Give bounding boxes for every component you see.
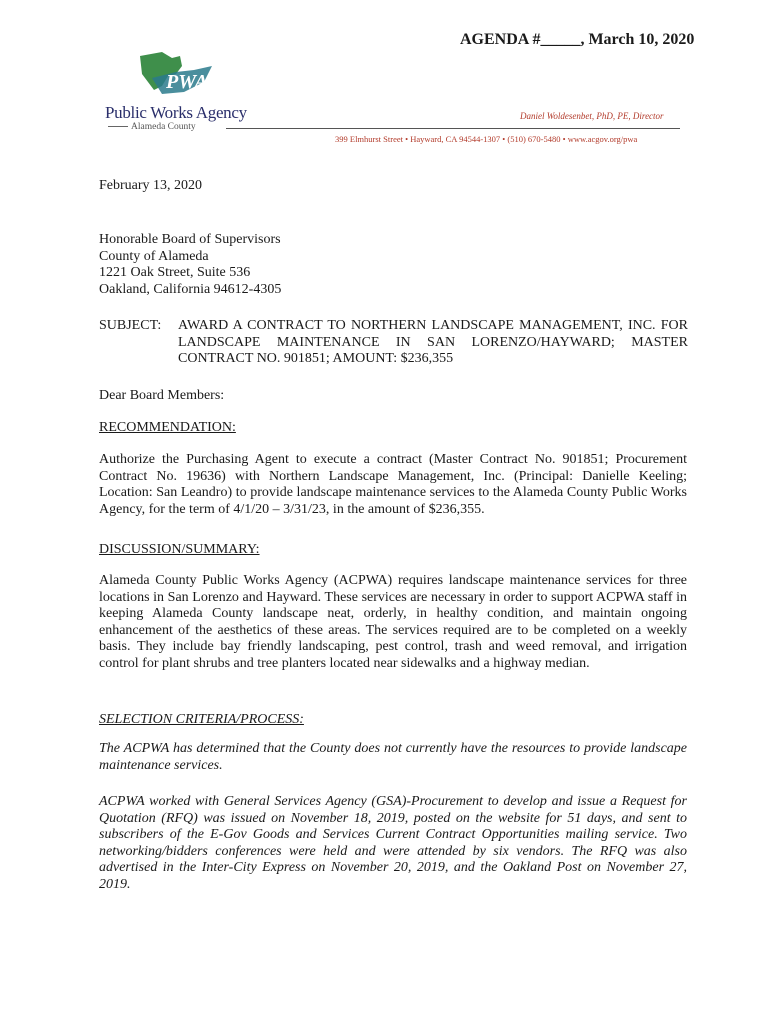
county-dash-left xyxy=(108,126,128,127)
recipient-line: 1221 Oak Street, Suite 536 xyxy=(99,265,251,280)
recipient-address xyxy=(99,232,281,298)
discussion-heading: DISCUSSION/SUMMARY: xyxy=(99,542,260,557)
agency-name: Public Works Agency xyxy=(105,103,247,122)
county-line xyxy=(105,122,196,132)
selection-paragraph-1: The ACPWA has determined that the County does not currently have the resources to provide landscape maintenance services. xyxy=(99,741,687,773)
header-rule xyxy=(226,128,680,129)
director-name: Daniel Woldesenbet, PhD, PE, Director xyxy=(520,111,664,121)
recipient-line: Honorable Board of Supervisors xyxy=(99,232,281,247)
selection-paragraph-2: ACPWA worked with General Services Agency (GSA)-Procurement to develop and issue a Request for Quotation (RFQ) was issued on November 18, 2019, posted on the website for 51 days, and sent to subscribers of the E-Gov Goods and Services Current Contract Opportunities mailing service. Two networking/bidders conferences were held and were attended by six vendors. The RFQ was also advertised in the Inter-City Express on November 20, 2019, and the Oakland Post on November 27, 2019. xyxy=(99,794,687,892)
recommendation-paragraph: Authorize the Purchasing Agent to execute a contract (Master Contract No. 901851; Procurement Contract No. 19636) with Northern Landscape Management, Inc. (Principal: Danielle Keeling; Location: San Leandro) to provide landscape maintenance services to the Alameda County Public Works Agency, for the term of 4/1/20 – 3/31/23, in the amount of $236,355. xyxy=(99,452,687,517)
agency-address: 399 Elmhurst Street • Hayward, CA 94544-1307 • (510) 670-5480 • www.acgov.org/pwa xyxy=(335,134,638,144)
recipient-line: Oakland, California 94612-4305 xyxy=(99,281,282,297)
recipient-line: County of Alameda xyxy=(99,248,209,264)
county-name: Alameda County xyxy=(131,122,196,132)
salutation: Dear Board Members: xyxy=(99,388,225,403)
letter-date: February 13, 2020 xyxy=(99,178,203,193)
subject-label: SUBJECT: xyxy=(99,318,162,333)
discussion-paragraph: Alameda County Public Works Agency (ACPWA) requires landscape maintenance services for three locations in San Lorenzo and Hayward. These services are necessary in order to support ACPWA staff in keeping Alameda County landscape neat, orderly, in healthy condition, and maintain ongoing enhancement of the aesthetics of these areas. The services required are to be completed on a weekly basis. They include bay friendly landscaping, pest control, trash and weed removal, and irrigation control for plant shrubs and tree planters located near sidewalks and a highway median. xyxy=(99,573,687,671)
svg-text:PWA: PWA xyxy=(166,71,208,93)
recommendation-heading: RECOMMENDATION: xyxy=(99,420,236,435)
agenda-line: AGENDA #_____, March 10, 2020 xyxy=(460,31,695,48)
pwa-logo xyxy=(132,52,218,102)
subject-text: AWARD A CONTRACT TO NORTHERN LANDSCAPE MANAGEMENT, INC. FOR LANDSCAPE MAINTENANCE IN SAN LORENZO/HAYWARD; MASTER CONTRACT NO. 901851; AMOUNT: $236,355 xyxy=(178,318,688,366)
selection-heading: SELECTION CRITERIA/PROCESS: xyxy=(99,712,304,727)
